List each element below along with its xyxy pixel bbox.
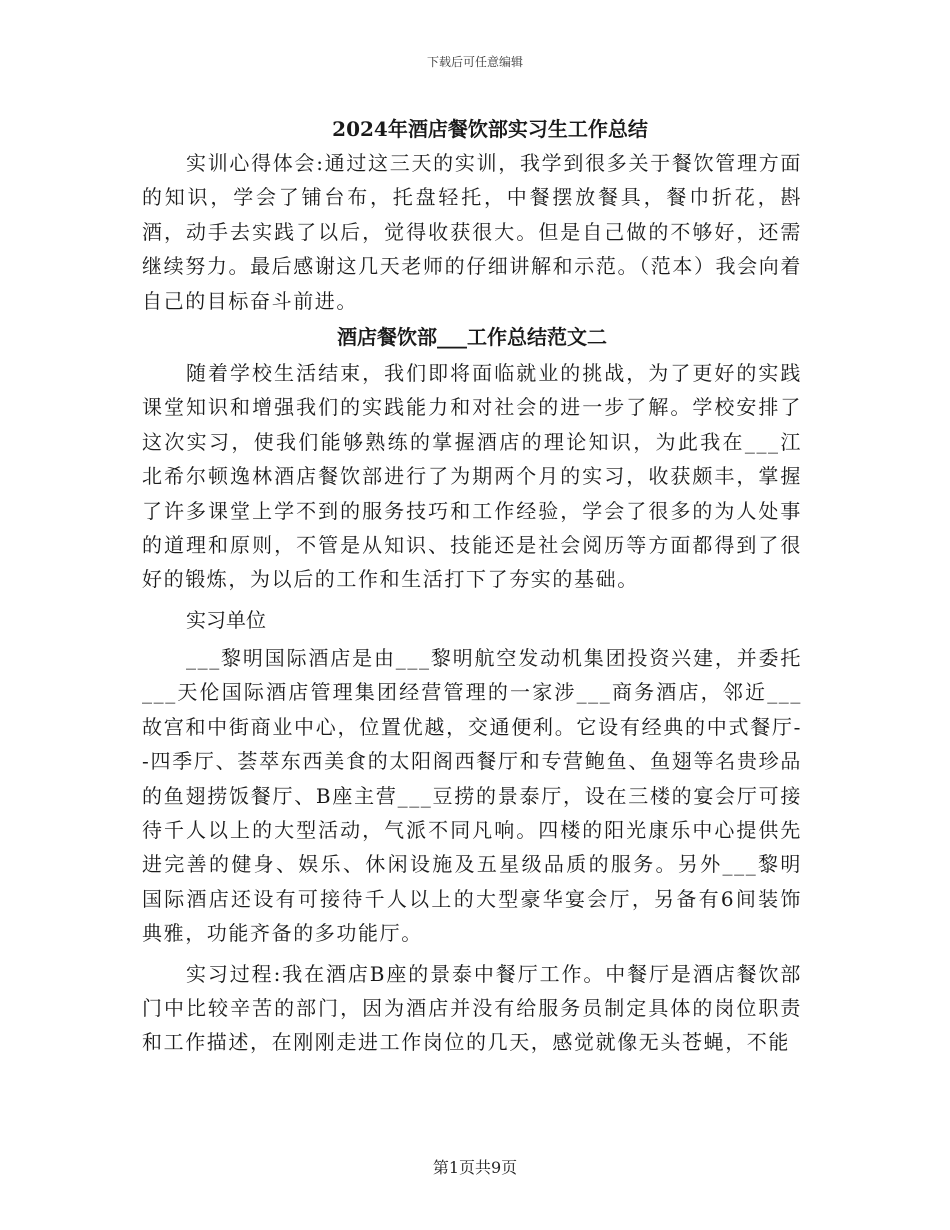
section-subtitle: 酒店餐饮部___工作总结范文二	[337, 325, 607, 350]
page-header-note: 下载后可任意编辑	[426, 55, 523, 69]
body-paragraph-1: 随着学校生活结束，我们即将面临就业的挑战，为了更好的实践课堂知识和增强我们的实践能力和对社会的进一步了解。学校安排了这次实习，使我们能够熟练的掌握酒店的理论知识，为此我在___江北希尔顿逸林酒店餐饮部进行了为期两个月的实习，收获颇丰，掌握了许多课堂上学不到的服务技巧和工作经验，学会了很多的为人处事的道理和原则，不管是从知识、技能还是社会阅历等方面都得到了很好的锻炼，为以后的工作和生活打下了夯实的基础。	[142, 361, 802, 592]
document-body	[142, 112, 802, 1060]
body-paragraph-3: 实习过程:我在酒店B座的景泰中餐厅工作。中餐厅是酒店餐饮部门中比较辛苦的部门，因为酒店并没有给服务员制定具体的岗位职责和工作描述，在刚刚走进工作岗位的几天，感觉就像无头苍蝇，不能	[142, 961, 802, 1055]
section-label: 实习单位	[186, 607, 266, 632]
intro-paragraph: 实训心得体会:通过这三天的实训，我学到很多关于餐饮管理方面的知识，学会了铺台布，托盘轻托，中餐摆放餐具，餐巾折花，斟酒，动手去实践了以后，觉得收获很大。但是自己做的不够好，还需继续努力。最后感谢这几天老师的仔细讲解和示范。（范本）我会向着自己的目标奋斗前进。	[142, 151, 802, 313]
body-paragraph-2: ___黎明国际酒店是由___黎明航空发动机集团投资兴建，并委托___天伦国际酒店管理集团经营管理的一家涉___商务酒店，邻近___故宫和中街商业中心，位置优越，交通便利。它设有经典的中式餐厅--四季厅、荟萃东西美食的太阳阁西餐厅和专营鲍鱼、鱼翅等名贵珍品的鱼翅捞饭餐厅、B座主营___豆捞的景泰厅，设在三楼的宴会厅可接待千人以上的大型活动，气派不同凡响。四楼的阳光康乐中心提供先进完善的健身、娱乐、休闲设施及五星级品质的服务。另外___黎明国际酒店还设有可接待千人以上的大型豪华宴会厅，另备有6间装饰典雅，功能齐备的多功能厅。	[142, 645, 802, 946]
document-title: 2024年酒店餐饮部实习生工作总结	[332, 117, 648, 141]
page-footer: 第1页共9页	[432, 1158, 518, 1177]
